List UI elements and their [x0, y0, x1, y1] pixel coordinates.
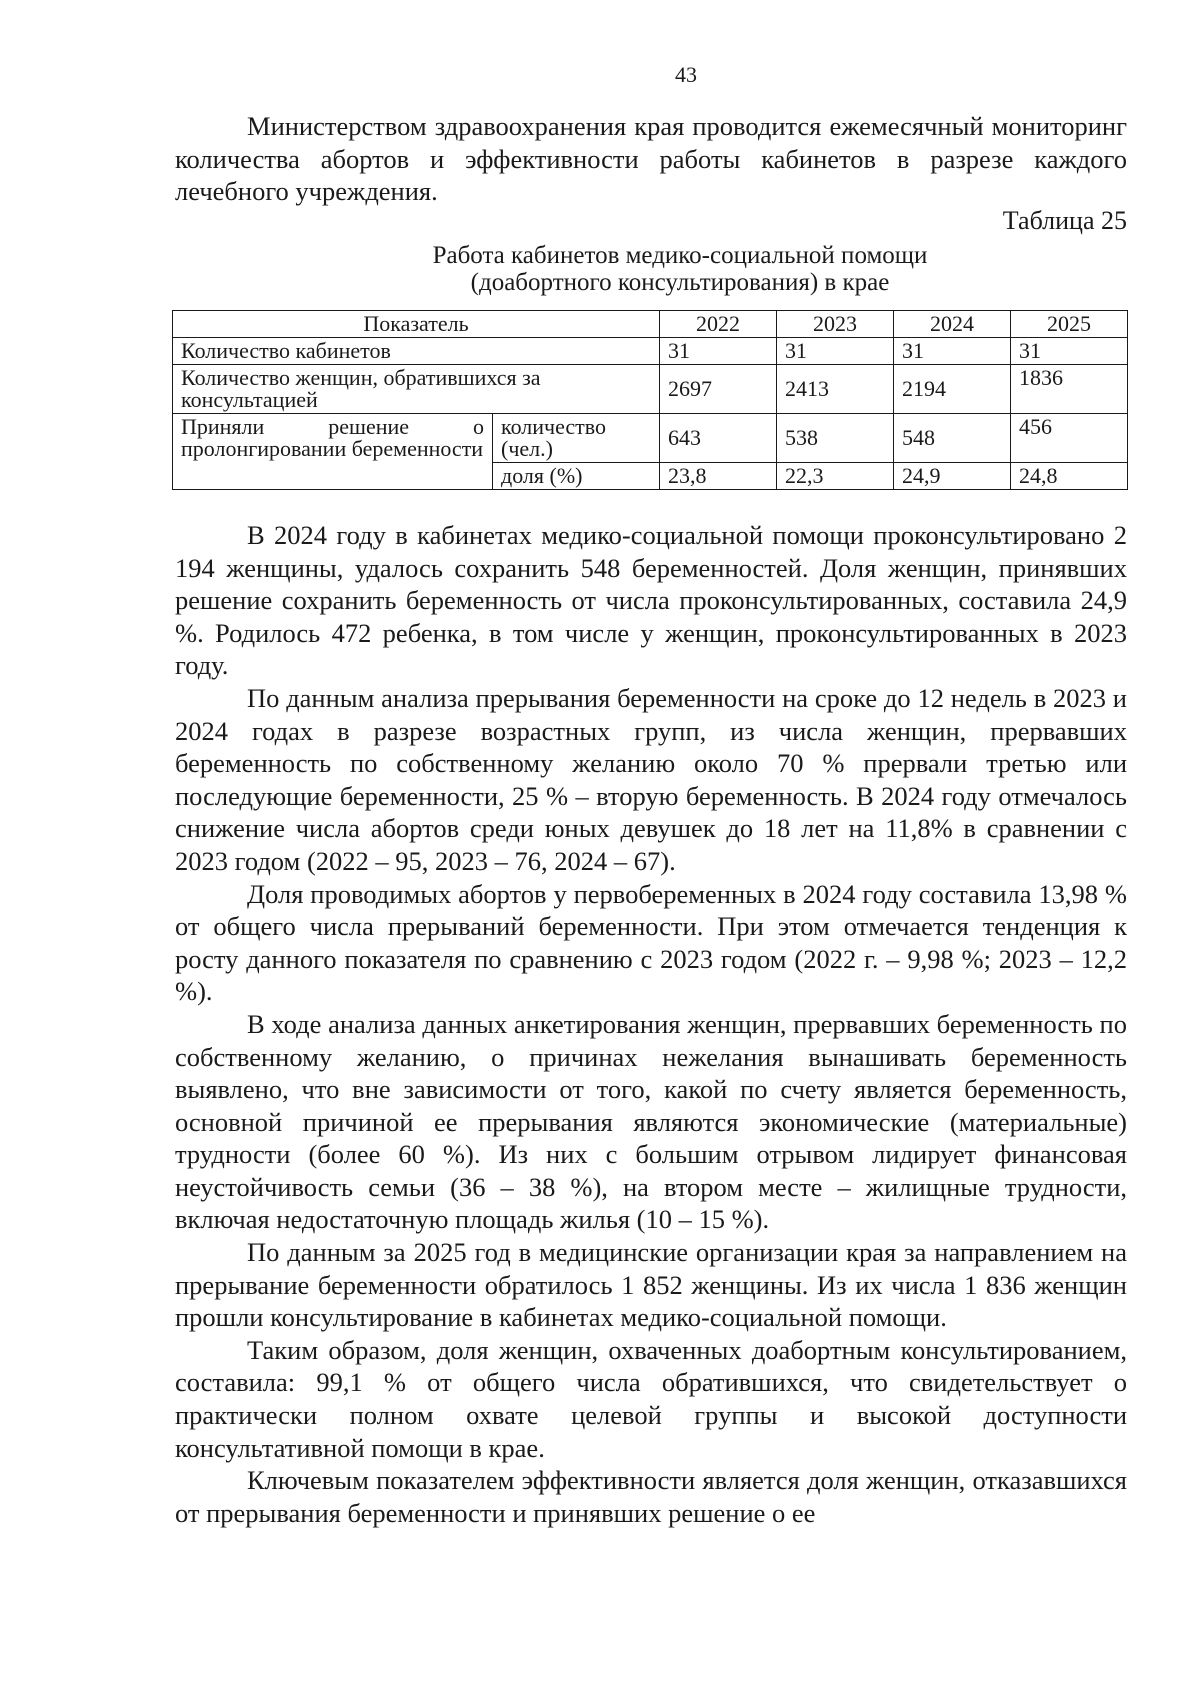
- table-row: [173, 414, 1128, 463]
- body-paragraph: По данным за 2025 год в медицинские организации края за направлением на прерывание беременности обратилось 1 852 женщины. Из их числа 1 836 женщин прошли консультирование в кабинетах медико-социальной помощи.: [175, 1237, 1127, 1333]
- table-caption: [175, 242, 1185, 296]
- body-text: [175, 519, 1127, 1529]
- header-year: 2024: [894, 311, 1011, 338]
- table-cell: 24,8: [1011, 463, 1128, 490]
- table-cell: 2413: [777, 365, 894, 414]
- body-paragraph: Доля проводимых абортов у первобеременных в 2024 году составила 13,98 % от общего числа прерываний беременности. При этом отмечается тенденция к росту данного показателя по сравнению с 2023 годом (2022 г. – 9,98 %; 2023 – 12,2 %).: [175, 878, 1127, 1007]
- table-cell: 538: [777, 414, 894, 463]
- sublabel-count: количество (чел.): [493, 414, 660, 463]
- intro-text: [175, 110, 1127, 208]
- sublabel-share: доля (%): [493, 463, 660, 490]
- table-cell: 456: [1011, 414, 1128, 463]
- row-label-decided: Приняли решение о пролонгировании беременности: [173, 414, 493, 490]
- table-cell: 31: [660, 338, 777, 365]
- table-cell: 2194: [894, 365, 1011, 414]
- statistics-table: [172, 310, 1128, 490]
- table-cell: 31: [894, 338, 1011, 365]
- table-cell: 548: [894, 414, 1011, 463]
- table-cell: 22,3: [777, 463, 894, 490]
- header-year: 2025: [1011, 311, 1128, 338]
- table-label: Таблица 25: [1002, 206, 1127, 235]
- page-number: 43: [675, 62, 697, 87]
- table-header-row: [173, 311, 1128, 338]
- table-cell: 24,9: [894, 463, 1011, 490]
- body-paragraph: В ходе анализа данных анкетирования женщин, прервавших беременность по собственному желанию, о причинах нежелания вынашивать беременность выявлено, что вне зависимости от того, какой по счету является беременность, основной причиной ее прерывания являются экономические (материальные) трудности (более 60 %). Из них с большим отрывом лидирует финансовая неустойчивость семьи (36 – 38 %), на втором месте – жилищные трудности, включая недостаточную площадь жилья (10 – 15 %).: [175, 1008, 1127, 1235]
- body-paragraph: В 2024 году в кабинетах медико-социальной помощи проконсультировано 2 194 женщины, удалось сохранить 548 беременностей. Доля женщин, принявших решение сохранить беременность от числа проконсультированных, составила 24,9 %. Родилось 472 ребенка, в том числе у женщин, проконсультированных в 2023 году.: [175, 520, 1127, 681]
- header-year: 2023: [777, 311, 894, 338]
- table-row: [173, 338, 1128, 365]
- header-year: 2022: [660, 311, 777, 338]
- table-cell: 31: [777, 338, 894, 365]
- table-cell: 2697: [660, 365, 777, 414]
- row-label-cabinets: Количество кабинетов: [173, 338, 660, 365]
- table-cell: 23,8: [660, 463, 777, 490]
- table-cell: 643: [660, 414, 777, 463]
- table-caption-line-1: Работа кабинетов медико-социальной помощи: [432, 242, 928, 269]
- body-paragraph: Таким образом, доля женщин, охваченных доабортным консультированием, составила: 99,1 % от общего числа обратившихся, что свидетельствует о практически полном охвате целевой группы и высокой доступности консультативной помощи в крае.: [175, 1334, 1127, 1463]
- table-caption-line-2: (доабортного консультирования) в крае: [470, 269, 890, 296]
- row-label-women: Количество женщин, обратившихся за консультацией: [173, 365, 660, 414]
- table-row: [173, 365, 1128, 414]
- intro-paragraph: Министерством здравоохранения края проводится ежемесячный мониторинг количества абортов и эффективности работы кабинетов в разрезе каждого лечебного учреждения.: [175, 111, 1127, 207]
- header-indicator: Показатель: [173, 311, 660, 338]
- table-cell: 1836: [1011, 365, 1128, 414]
- body-paragraph: Ключевым показателем эффективности является доля женщин, отказавшихся от прерывания беременности и принявших решение о ее: [175, 1465, 1127, 1528]
- table-cell: 31: [1011, 338, 1128, 365]
- body-paragraph: По данным анализа прерывания беременности на сроке до 12 недель в 2023 и 2024 годах в разрезе возрастных групп, из числа женщин, прервавших беременность по собственному желанию около 70 % прервали третью или последующие беременности, 25 % – вторую беременность. В 2024 году отмечалось снижение числа абортов среди юных девушек до 18 лет на 11,8% в сравнении с 2023 годом (2022 – 95, 2023 – 76, 2024 – 67).: [175, 682, 1127, 876]
